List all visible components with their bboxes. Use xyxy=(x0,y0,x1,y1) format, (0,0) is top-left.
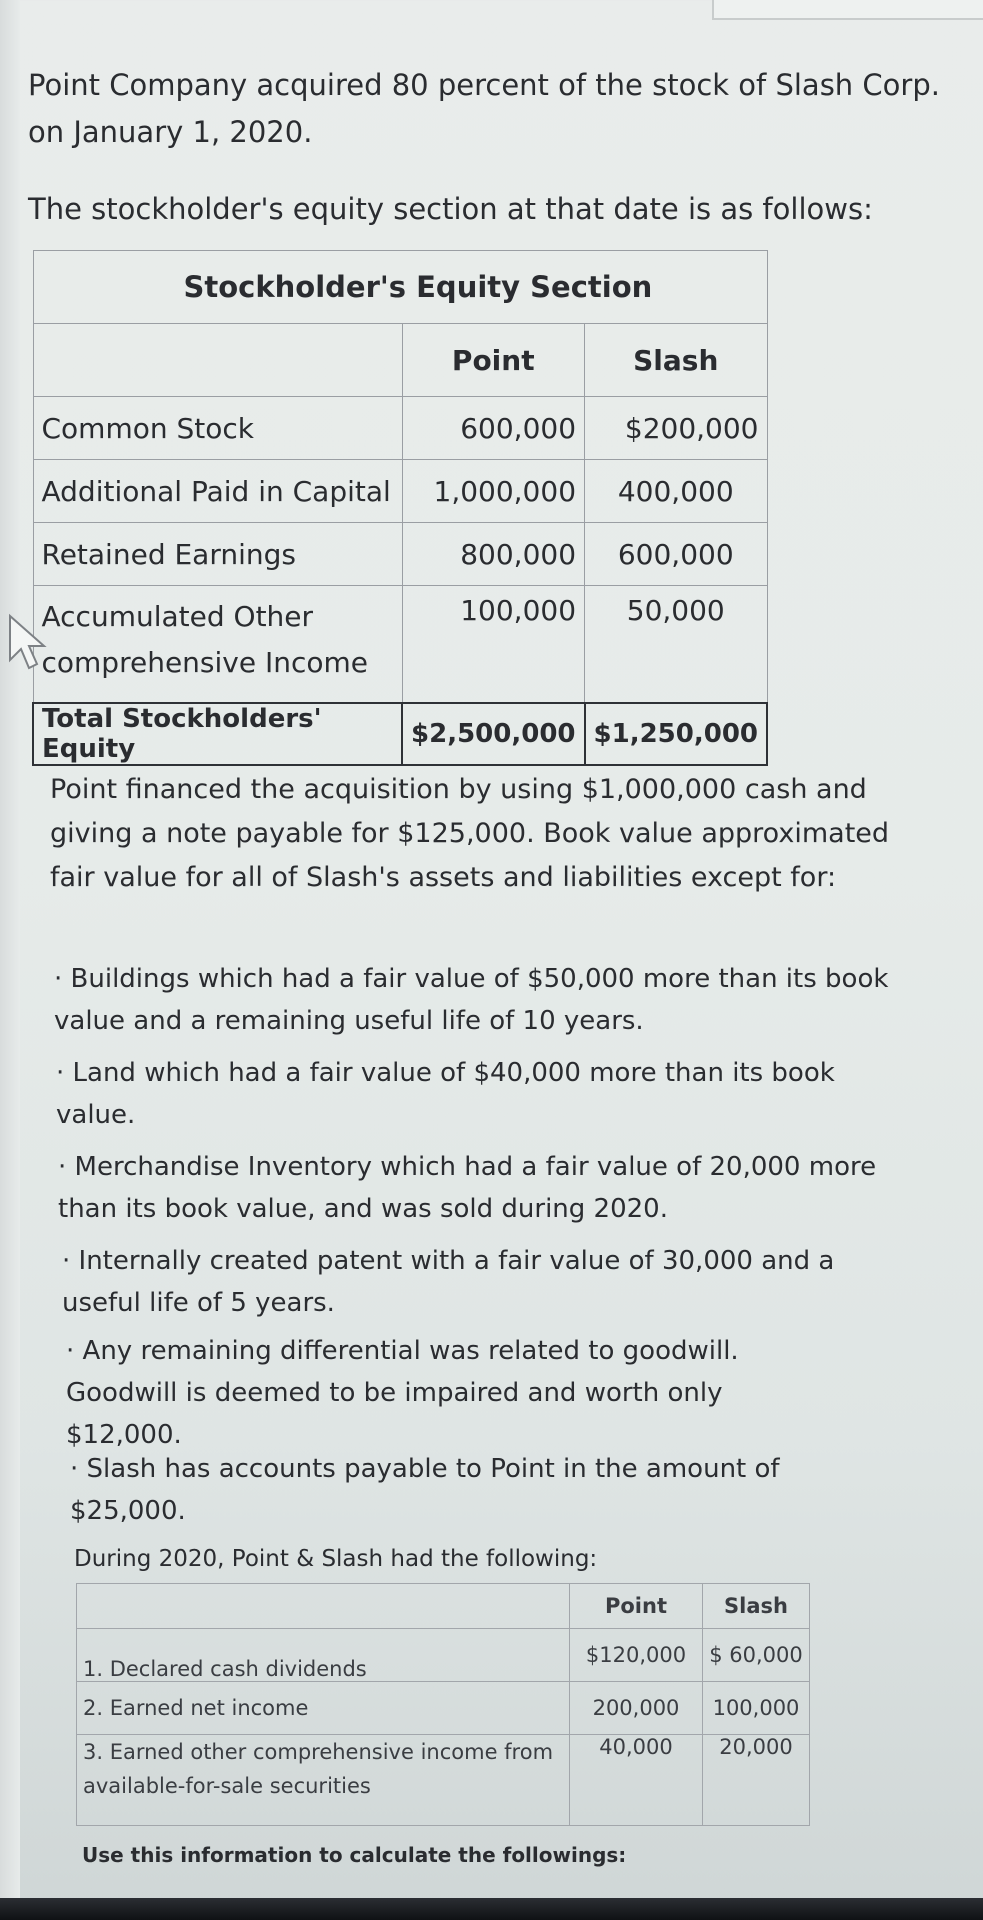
intro-line-1: Point Company acquired 80 percent of the stock of Slash Corp. on January 1, 2020. xyxy=(28,68,940,149)
bullet-text: Slash has accounts payable to Point in the amount of $25,000. xyxy=(70,1454,780,1526)
activity-row-point: 200,000 xyxy=(570,1682,703,1735)
equity-header-blank xyxy=(33,324,402,397)
bullet-item: · Internally created patent with a fair value of 30,000 and a useful life of 5 years. xyxy=(62,1246,835,1318)
activity-row-slash: 100,000 xyxy=(703,1682,810,1735)
activity-table xyxy=(76,1583,810,1826)
equity-row-slash: 400,000 xyxy=(585,460,767,523)
bullet-text: Land which had a fair value of $40,000 more than its book value. xyxy=(56,1058,835,1130)
mouse-cursor-icon xyxy=(6,612,50,672)
activity-row-slash: 20,000 xyxy=(703,1735,810,1826)
activity-header-point: Point xyxy=(570,1584,703,1629)
equity-row-label: Accumulated Other comprehensive Income xyxy=(33,586,402,704)
equity-table-title: Stockholder's Equity Section xyxy=(33,251,767,324)
bullet-text: Merchandise Inventory which had a fair value of 20,000 more than its book value, and was sold during 2020. xyxy=(58,1152,877,1224)
equity-total-label: Total Stockholders' Equity xyxy=(33,703,402,765)
intro-line-2: The stockholder's equity section at that date is as follows: xyxy=(28,192,873,226)
equity-row-label: Retained Earnings xyxy=(33,523,402,586)
bullet-item: · Buildings which had a fair value of $50,000 more than its book value and a remaining useful life of 10 years. xyxy=(54,964,889,1036)
activity-header-blank xyxy=(77,1584,570,1629)
equity-row-label: Common Stock xyxy=(33,397,402,460)
equity-header-slash: Slash xyxy=(585,324,767,397)
bullet-item: · Slash has accounts payable to Point in the amount of $25,000. xyxy=(70,1454,780,1526)
bullet-text: Buildings which had a fair value of $50,000 more than its book value and a remaining useful life of 10 years. xyxy=(54,964,889,1036)
activity-row-point: 40,000 xyxy=(570,1735,703,1826)
equity-row-point: 600,000 xyxy=(402,397,584,460)
bullet-text: Any remaining differential was related to goodwill. Goodwill is deemed to be impaired and worth only $12,000. xyxy=(66,1336,739,1450)
activity-row-label: 3. Earned other comprehensive income from available-for-sale securities xyxy=(77,1735,570,1826)
equity-table xyxy=(32,250,768,766)
equity-row-label: Additional Paid in Capital xyxy=(33,460,402,523)
activity-row-point: $120,000 xyxy=(570,1629,703,1682)
activity-header-slash: Slash xyxy=(703,1584,810,1629)
equity-total-slash: $1,250,000 xyxy=(585,703,767,765)
equity-row-slash: $200,000 xyxy=(585,397,767,460)
page-edge xyxy=(0,0,20,1920)
equity-total-point: $2,500,000 xyxy=(402,703,584,765)
activity-row-slash: $ 60,000 xyxy=(703,1629,810,1682)
bottom-shadow xyxy=(0,1898,983,1920)
bullet-item: · Any remaining differential was related to goodwill. Goodwill is deemed to be impaired and worth only $12,000. xyxy=(66,1336,739,1450)
equity-row-point: 800,000 xyxy=(402,523,584,586)
equity-row-slash: 50,000 xyxy=(585,586,767,704)
during-text: During 2020, Point & Slash had the following: xyxy=(74,1546,598,1572)
bullet-item: · Land which had a fair value of $40,000 more than its book value. xyxy=(56,1058,835,1130)
footer-text: Use this information to calculate the followings: xyxy=(82,1843,627,1867)
bullet-text: Internally created patent with a fair value of 30,000 and a useful life of 5 years. xyxy=(62,1246,835,1318)
activity-row-label: 1. Declared cash dividends xyxy=(77,1629,570,1682)
bullet-item: · Merchandise Inventory which had a fair value of 20,000 more than its book value, and was sold during 2020. xyxy=(58,1152,877,1224)
equity-row-point: 1,000,000 xyxy=(402,460,584,523)
financing-text: Point financed the acquisition by using $1,000,000 cash and giving a note payable for $125,000. Book value approximated fair value for all of Slash's assets and liabilities except for: xyxy=(50,774,890,893)
equity-row-slash: 600,000 xyxy=(585,523,767,586)
equity-row-point: 100,000 xyxy=(402,586,584,704)
top-frame xyxy=(712,0,983,20)
activity-row-label: 2. Earned net income xyxy=(77,1682,570,1735)
equity-header-point: Point xyxy=(402,324,584,397)
